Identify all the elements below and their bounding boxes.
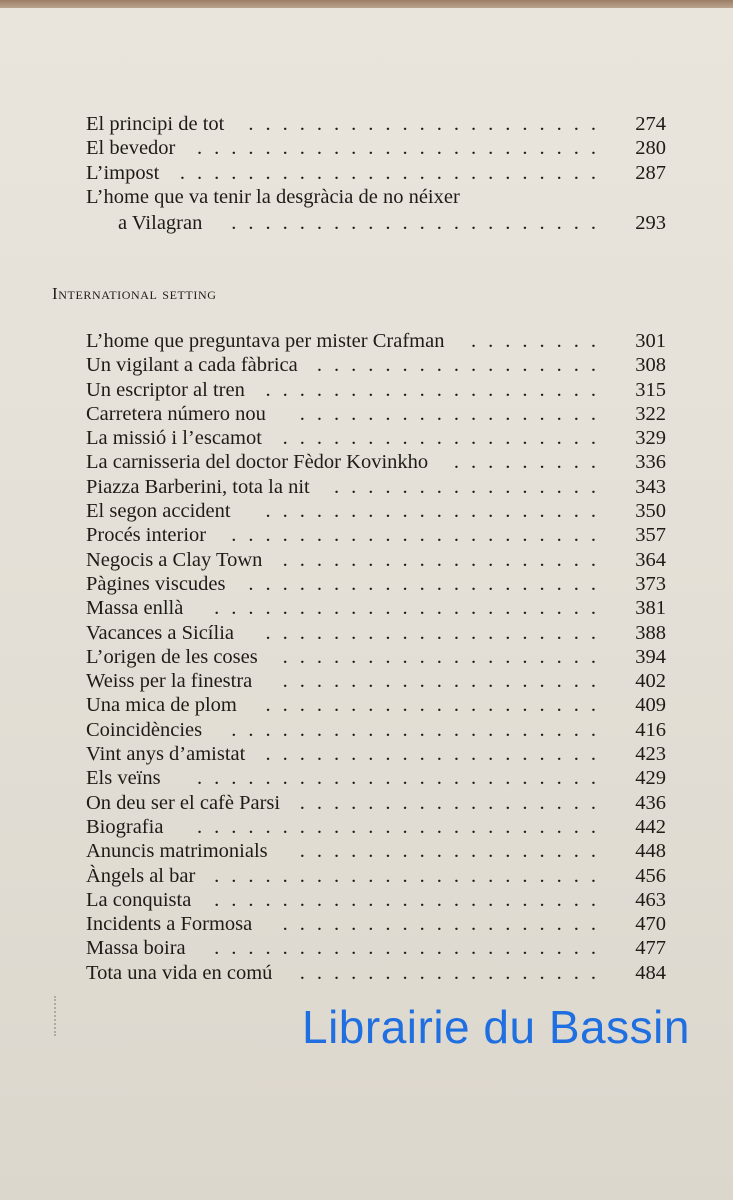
toc-entry-page-number: 463	[635, 888, 666, 911]
toc-leader-dots: .........	[453, 451, 608, 474]
toc-entry	[86, 912, 666, 936]
toc-entry	[86, 499, 666, 523]
toc-entry-page-number: 315	[635, 378, 666, 401]
toc-entry-title: Anuncis matrimonials	[86, 840, 268, 863]
toc-entry	[86, 572, 666, 596]
toc-entry-title: La carnisseria del doctor Fèdor Kovinkho	[86, 451, 429, 474]
toc-entry	[86, 936, 666, 960]
toc-entry-page-number: 280	[635, 137, 666, 160]
toc-entry-title: L’impost	[86, 161, 160, 184]
toc-entry	[86, 185, 666, 211]
toc-entry	[86, 475, 666, 499]
toc-section-2	[86, 329, 666, 985]
toc-leader-dots: ........	[471, 330, 608, 352]
toc-entry	[86, 888, 666, 912]
toc-entry	[86, 378, 666, 402]
toc-entry-title: El principi de tot	[86, 113, 225, 135]
toc-leader-dots: ..................	[299, 791, 608, 814]
toc-entry-title: Vint anys d’amistat	[86, 743, 246, 766]
toc-entry	[86, 693, 666, 717]
toc-entry-title: Un escriptor al tren	[86, 378, 245, 401]
toc-leader-dots: ....................	[265, 500, 608, 523]
toc-entry-page-number: 388	[635, 621, 666, 644]
toc-entry-title: Incidents a Formosa	[86, 913, 253, 936]
toc-entry-page-number: 470	[635, 913, 666, 936]
toc-entry-title: L’home que preguntava per mister Crafman	[86, 330, 445, 352]
toc-leader-dots: ..................	[299, 961, 608, 984]
toc-leader-dots: ....................	[265, 378, 608, 401]
toc-entry-title: a Vilagran	[118, 211, 203, 234]
toc-entry-page-number: 308	[635, 354, 666, 377]
toc-leader-dots: .......................	[214, 597, 608, 620]
toc-entry-title: Weiss per la finestra	[86, 670, 253, 693]
toc-entry-page-number: 416	[635, 718, 666, 741]
toc-entry-page-number: 301	[635, 330, 666, 352]
toc-leader-dots: ................	[334, 475, 608, 498]
toc-entry	[86, 426, 666, 450]
toc-entry	[86, 766, 666, 790]
toc-entry	[86, 742, 666, 766]
toc-entry	[86, 402, 666, 426]
toc-entry-page-number: 336	[635, 451, 666, 474]
toc-entry-title: Els veïns	[86, 767, 161, 790]
toc-entry-title: El bevedor	[86, 137, 176, 160]
toc-entry-title: Una mica de plom	[86, 694, 237, 717]
toc-entry-page-number: 429	[635, 767, 666, 790]
toc-entry-title: Massa boira	[86, 937, 186, 960]
toc-leader-dots: ........................	[197, 767, 608, 790]
toc-entry	[86, 864, 666, 888]
watermark-text: Librairie du Bassin	[302, 1001, 690, 1053]
toc-entry-page-number: 274	[635, 113, 666, 135]
toc-entry-title: La conquista	[86, 888, 192, 911]
toc-leader-dots: ...................	[282, 645, 608, 668]
toc-leader-dots: .........................	[179, 161, 608, 184]
toc-leader-dots: ...................	[282, 548, 608, 571]
toc-leader-dots: .....................	[248, 572, 608, 595]
toc-entry-title: Àngels al bar	[86, 864, 196, 887]
toc-entry-page-number: 423	[635, 743, 666, 766]
toc-leader-dots: .....................	[248, 113, 608, 135]
toc-entry-page-number: 350	[635, 500, 666, 523]
toc-entry-page-number: 477	[635, 937, 666, 960]
toc-entry-page-number: 322	[635, 402, 666, 425]
toc-entry-title: Biografia	[86, 815, 164, 838]
toc-entry-page-number: 293	[635, 211, 666, 234]
toc-entry	[86, 645, 666, 669]
toc-entry	[86, 815, 666, 839]
toc-entry-page-number: 402	[635, 670, 666, 693]
toc-entry	[86, 961, 666, 985]
toc-entry-title: El segon accident	[86, 500, 231, 523]
toc-entry-title: Pàgines viscudes	[86, 572, 226, 595]
toc-leader-dots: .................	[316, 354, 608, 377]
toc-entry	[86, 211, 666, 235]
toc-entry	[86, 112, 666, 136]
toc-entry-page-number: 484	[635, 961, 666, 984]
toc-entry-page-number: 343	[635, 475, 666, 498]
toc-leader-dots: .......................	[214, 937, 608, 960]
toc-leader-dots: ....................	[265, 694, 608, 717]
toc-entry-title: Procés interior	[86, 524, 207, 547]
toc-leader-dots: ...................	[282, 913, 608, 936]
toc-entry-title: Carretera número nou	[86, 402, 266, 425]
toc-entry-title: On deu ser el cafè Parsi	[86, 791, 281, 814]
toc-leader-dots: ........................	[197, 815, 608, 838]
toc-entry-page-number: 456	[635, 864, 666, 887]
toc-leader-dots: ........................	[197, 137, 608, 160]
toc-entry-title: Vacances a Sicília	[86, 621, 234, 644]
toc-entry-page-number: 442	[635, 815, 666, 838]
toc-entry-page-number: 394	[635, 645, 666, 668]
toc-leader-dots: .......................	[214, 864, 608, 887]
toc-entry-page-number: 287	[635, 161, 666, 184]
toc-entry	[86, 353, 666, 377]
toc-entry	[86, 669, 666, 693]
toc-entry	[86, 839, 666, 863]
toc-entry	[86, 718, 666, 742]
toc-entry-page-number: 448	[635, 840, 666, 863]
toc-leader-dots: ......................	[231, 211, 608, 234]
toc-entry-page-number: 409	[635, 694, 666, 717]
toc-entry-title: Coincidències	[86, 718, 203, 741]
toc-entry-title: Massa enllà	[86, 597, 184, 620]
toc-entry	[86, 161, 666, 185]
toc-entry-title: Piazza Barberini, tota la nit	[86, 475, 310, 498]
toc-leader-dots: ....................	[265, 743, 608, 766]
section-heading: International setting	[52, 284, 217, 303]
toc-leader-dots: ...................	[282, 427, 608, 450]
toc-entry-title: Tota una vida en comú	[86, 961, 273, 984]
toc-entry-page-number: 329	[635, 427, 666, 450]
toc-entry	[86, 548, 666, 572]
toc-section-1	[86, 112, 666, 235]
toc-entry-title: La missió i l’escamot	[86, 427, 262, 450]
toc-entry-title: Negocis a Clay Town	[86, 548, 263, 571]
toc-leader-dots: .......................	[214, 888, 608, 911]
page-margin-mark	[54, 996, 68, 1036]
toc-entry-title: Un vigilant a cada fàbrica	[86, 354, 298, 377]
toc-entry-page-number: 381	[635, 597, 666, 620]
toc-leader-dots: ..................	[299, 840, 608, 863]
toc-leader-dots: ......................	[231, 524, 608, 547]
toc-entry-page-number: 436	[635, 791, 666, 814]
toc-entry	[86, 523, 666, 547]
toc-leader-dots: ...................	[282, 670, 608, 693]
toc-entry-title: L’origen de les coses	[86, 645, 258, 668]
book-page	[0, 8, 733, 1200]
toc-entry	[86, 621, 666, 645]
toc-entry	[86, 329, 666, 353]
toc-entry	[86, 596, 666, 620]
toc-leader-dots: ......................	[231, 718, 608, 741]
toc-entry-page-number: 357	[635, 524, 666, 547]
toc-entry-page-number: 373	[635, 572, 666, 595]
toc-leader-dots: ..................	[299, 402, 608, 425]
toc-entry	[86, 791, 666, 815]
toc-entry	[86, 136, 666, 160]
toc-entry-page-number: 364	[635, 548, 666, 571]
toc-leader-dots: ....................	[265, 621, 608, 644]
toc-entry	[86, 450, 666, 474]
toc-entry-title: L’home que va tenir la desgràcia de no néixer	[86, 185, 460, 208]
